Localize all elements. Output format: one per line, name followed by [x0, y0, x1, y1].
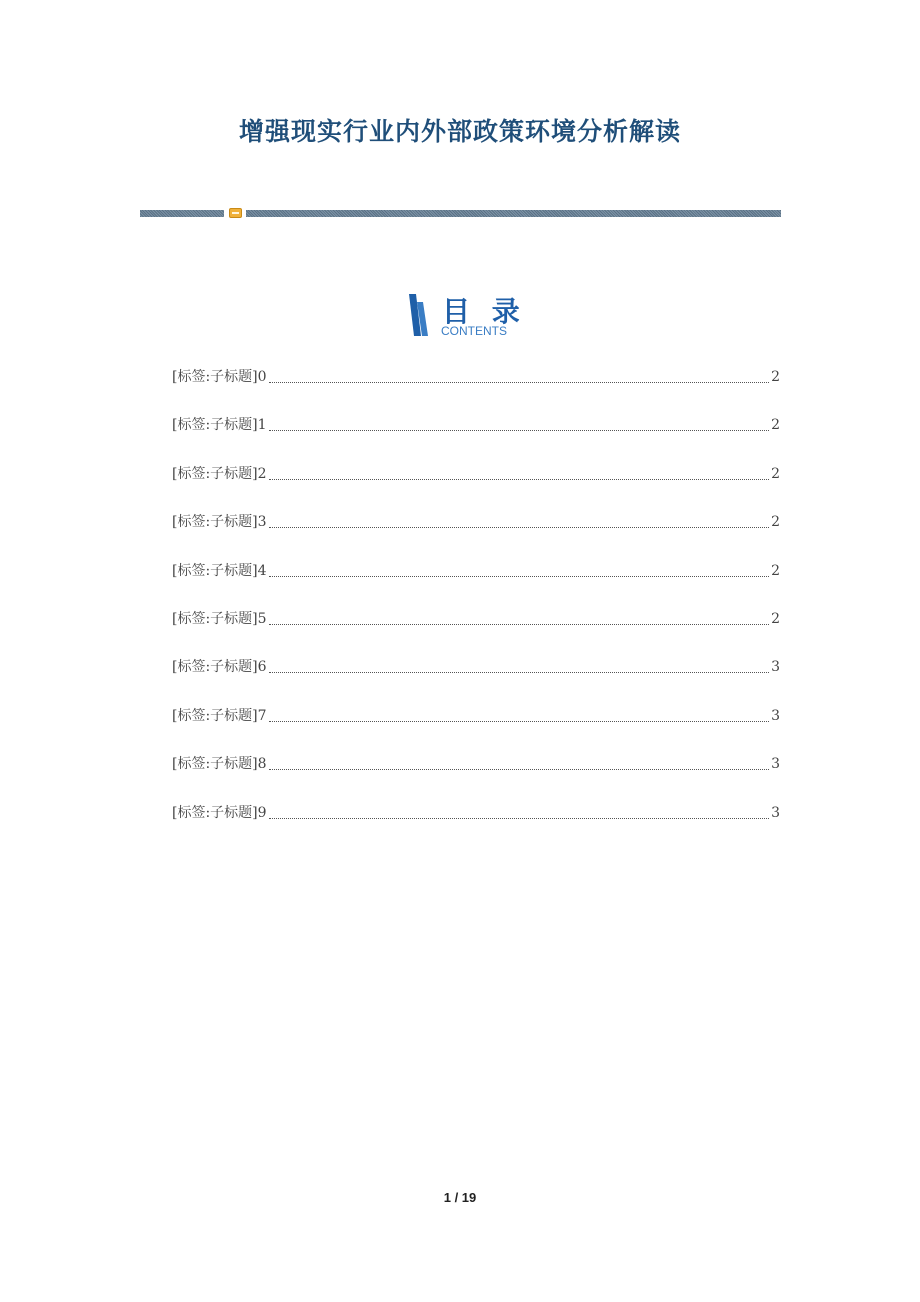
toc-dot-leader: [269, 707, 770, 722]
toc-dot-leader: [269, 513, 770, 528]
toc-entry[interactable]: [172, 658, 780, 706]
toc-entry-page: 2: [771, 514, 780, 531]
toc-entry[interactable]: [172, 707, 780, 755]
divider-bar-left: [140, 210, 224, 217]
divider-bar-right: [246, 210, 781, 217]
toc-entry-label: [标签:子标题]0: [172, 369, 267, 385]
toc-dot-leader: [269, 465, 770, 480]
toc-entry[interactable]: [172, 465, 780, 513]
toc-header: [407, 292, 527, 340]
toc-dot-leader: [269, 416, 770, 431]
toc-entry[interactable]: [172, 368, 780, 416]
toc-dot-leader: [269, 610, 770, 625]
toc-entry-label: [标签:子标题]8: [172, 756, 267, 773]
toc-entry[interactable]: [172, 610, 780, 658]
toc-entry-label: [标签:子标题]2: [172, 465, 267, 482]
toc-entry-page: 2: [771, 369, 780, 385]
toc-entry-label: [标签:子标题]9: [172, 804, 267, 821]
toc-entry[interactable]: [172, 804, 780, 852]
toc-entry-label: [标签:子标题]6: [172, 659, 267, 676]
toc-entry-page: 3: [771, 659, 780, 676]
table-of-contents: [172, 368, 780, 852]
title-divider: [140, 208, 781, 218]
toc-dot-leader: [269, 368, 770, 383]
toc-entry[interactable]: [172, 755, 780, 803]
toc-dot-leader: [269, 804, 770, 819]
toc-entry-page: 3: [771, 804, 780, 821]
toc-entry-page: 2: [771, 610, 780, 627]
toc-dot-leader: [269, 755, 770, 770]
envelope-icon: [229, 208, 242, 218]
toc-entry-label: [标签:子标题]3: [172, 514, 267, 531]
toc-entry-label: [标签:子标题]7: [172, 707, 267, 724]
toc-dot-leader: [269, 562, 770, 577]
toc-entry-page: 3: [771, 707, 780, 724]
toc-entry-page: 2: [771, 465, 780, 482]
document-title: 增强现实行业内外部政策环境分析解读: [238, 117, 681, 146]
toc-entry-page: 2: [771, 562, 780, 579]
toc-entry[interactable]: [172, 513, 780, 561]
toc-entry-page: 2: [771, 417, 780, 434]
toc-heading: 目 录: [442, 295, 526, 328]
toc-entry-label: [标签:子标题]4: [172, 562, 267, 579]
page-number: 1 / 19: [443, 1190, 477, 1205]
toc-entry-label: [标签:子标题]1: [172, 417, 267, 434]
toc-entry[interactable]: [172, 562, 780, 610]
toc-subheading: CONTENTS: [441, 324, 507, 338]
toc-entry-page: 3: [771, 756, 780, 773]
toc-bookmark-icon: [407, 294, 431, 336]
toc-entry[interactable]: [172, 416, 780, 464]
toc-dot-leader: [269, 658, 770, 673]
toc-entry-label: [标签:子标题]5: [172, 610, 267, 627]
